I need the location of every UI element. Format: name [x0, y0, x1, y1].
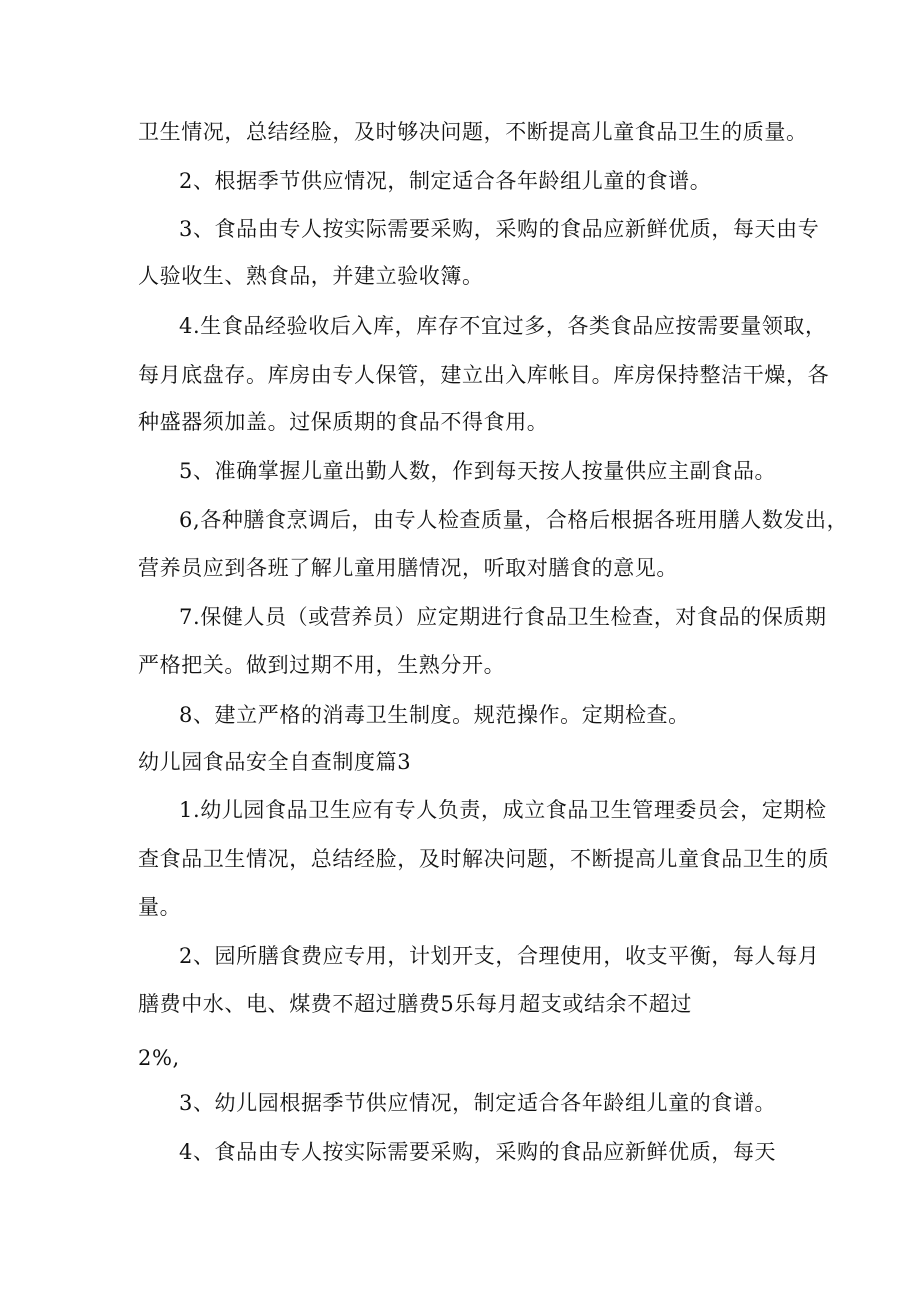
text-line-1: 卫生情况，总结经脸，及时够决问题，不断提高儿童食品卫生的质量。	[138, 120, 808, 144]
text-line-12: 严格把关。做到过期不用，生熟分开。	[138, 653, 506, 677]
text-line-7: 种盛器须加盖。过保质期的食品不得食用。	[138, 410, 549, 434]
text-line-6: 每月底盘存。库房由专人保管，建立出入库帐目。库房保持整洁干燥，各	[138, 363, 830, 387]
text-line-15: 1.幼儿园食品卫生应有专人负责，成立食品卫生管理委员会，定期检	[179, 798, 827, 822]
text-line-17: 量。	[138, 895, 182, 919]
text-line-18: 2、园所膳食费应专用，计划开支，合理使用，收支平衡，每人每月	[179, 944, 820, 968]
text-line-22: 4、食品由专人按实际需要采购，采购的食品应新鲜优质，每天	[179, 1140, 777, 1164]
text-line-11: 7.保健人员（或营养员）应定期进行食品卫生检查，对食品的保质期	[179, 605, 827, 629]
text-line-21: 3、幼儿园根据季节供应情况，制定适合各年龄组儿童的食谱。	[179, 1091, 777, 1115]
text-line-3: 3、食品由专人按实际需要采购，采购的食品应新鲜优质，每天由专	[179, 217, 820, 241]
text-line-19: 膳费中水、电、煤费不超过膳费5乐每月超支或结余不超过	[138, 992, 692, 1016]
text-line-8: 5、准确掌握儿童出勤人数，作到每天按人按量供应主副食品。	[179, 459, 777, 483]
section-heading: 幼儿园食品安全自查制度篇3	[138, 750, 412, 774]
text-line-9: 6,各种膳食烹调后，由专人检查质量，合格后根据各班用膳人数发出，	[179, 508, 849, 532]
text-line-13: 8、建立严格的消毒卫生制度。规范操作。定期检查。	[179, 703, 690, 727]
text-line-2: 2、根据季节供应情况，制定适合各年龄组儿童的食谱。	[179, 169, 712, 193]
text-line-20: 2%,	[138, 1046, 180, 1070]
text-line-5: 4.生食品经验收后入库，库存不宜过多，各类食品应按需要量领取，	[179, 314, 827, 338]
text-line-16: 查食品卫生情况，总结经脸，及时解决问题，不断提高儿童食品卫生的质	[138, 847, 830, 871]
text-line-4: 人验收生、熟食品，并建立验收簿。	[138, 264, 484, 288]
text-line-10: 营养员应到各班了解儿童用膳情况，听取对膳食的意见。	[138, 556, 678, 580]
